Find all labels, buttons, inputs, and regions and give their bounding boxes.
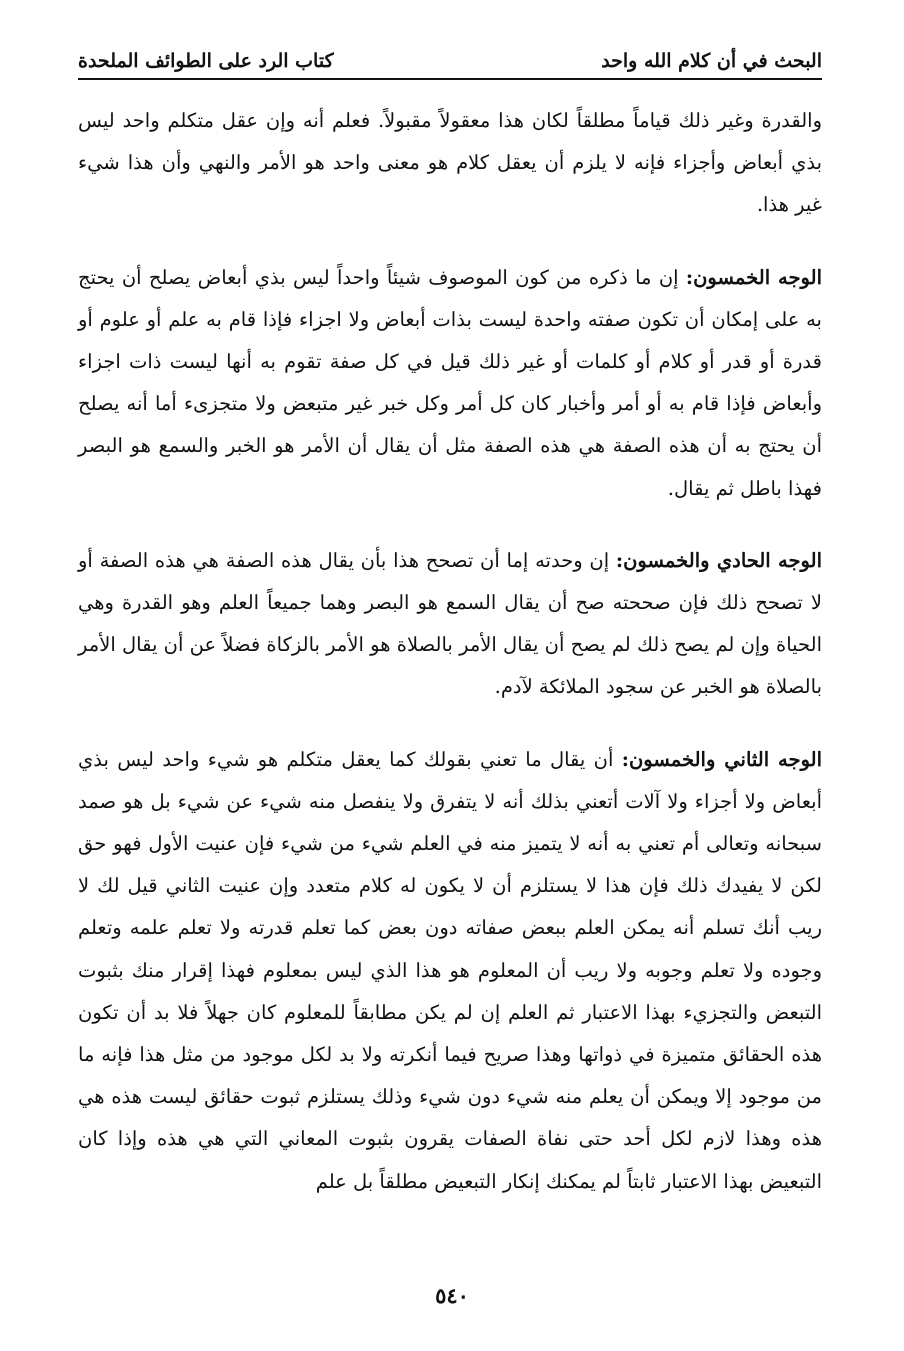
running-header	[78, 38, 822, 72]
paragraph-fifty-first-aspect	[78, 540, 822, 709]
paragraph-heading: الوجه الخمسون:	[685, 265, 822, 289]
paragraph-continuation	[78, 100, 822, 227]
paragraph-heading: الوجه الحادي والخمسون:	[615, 548, 822, 572]
page-body	[78, 100, 822, 1203]
header-chapter-title: البحث في أن كلام الله واحد	[601, 50, 822, 72]
paragraph-fiftieth-aspect	[78, 257, 822, 510]
header-book-title: كتاب الرد على الطوائف الملحدة	[78, 50, 334, 72]
paragraph-text: والقدرة وغير ذلك قياماً مطلقاً لكان هذا معقولاً مقبولاً. فعلم أنه وإن عقل متكلم واحد ليس بذي أبعاض وأجزاء فإنه لا يلزم أن يعقل كلام هو معنى واحد هو الأمر والنهي وأن هذا شيء غير هذا.	[78, 109, 823, 217]
paragraph-text: إن ما ذكره من كون الموصوف شيئاً واحداً ليس بذي أبعاض يصلح أن يحتج به على إمكان أن تكون صفته واحدة ليست بذات أبعاض ولا اجزاء فإذا قام به علم أو علوم أو قدرة أو قدر أو كلام أو كلمات أو غير ذلك قيل في كل صفة تقوم به أنها ليست ذات اجزاء وأبعاض فإذا قام به أو أمر وأخبار كان كل أمر وكل خبر غير متبعض ولا متجزىء أما أنه يصلح أن يحتج به أن هذه الصفة هي هذه الصفة مثل أن يقال أن الأمر هو الخبر والسمع هو البصر فهذا باطل ثم يقال.	[78, 265, 822, 500]
paragraph-text: إن وحدته إما أن تصحح هذا بأن يقال هذه الصفة هي هذه الصفة أو لا تصحح ذلك فإن صححته صح أن يقال السمع هو البصر وهما جميعاً العلم وهو القدرة وهي الحياة وإن لم يصح ذلك لم يصح أن يقال الأمر بالصلاة هو الأمر بالزكاة فضلاً عن أن يقال الأمر بالصلاة هو الخبر عن سجود الملائكة لآدم.	[78, 548, 822, 699]
paragraph-text: أن يقال ما تعني بقولك كما يعقل متكلم هو شيء واحد ليس بذي أبعاض ولا أجزاء ولا آلات أتعني بذلك أنه لا يتفرق ولا ينفصل منه شيء عن شيء بل هو صمد سبحانه وتعالى أم تعني به أنه لا يتميز منه في العلم شيء من شيء فإن عنيت الأول فهو حق لكن لا يفيدك ذلك فإن هذا لا يستلزم أن لا يكون له كلام متعدد وإن عنيت الثاني قيل لك لا ريب أنك تسلم أنه يمكن العلم ببعض صفاته دون بعض كما تعلم قدرته ولا تعلم علمه وتعلم وجوده ولا تعلم وجوبه ولا ريب أن المعلوم هو هذا الذي ليس بمعلوم فهذا إقرار منك بثبوت التبعض والتجزيء بهذا الاعتبار ثم العلم إن لم يكن مطابقاً للمعلوم كان جهلاً فلا بد أن تكون هذه الحقائق متميزة في ذواتها وهذا صريح فيما أنكرته ولا بد لكل موجود من مثل هذا فإنه ما من موجود إلا ويمكن أن يعلم منه شيء دون شيء وذلك يستلزم ثبوت حقائق ليست هذه هي هذه وهذا لازم لكل أحد حتى نفاة الصفات يقرون بثبوت المعاني التي هي هذه وإذا كان التبعيض بهذا الاعتبار ثابتاً لم يمكنك إنكار التبعيض مطلقاً بل علم	[78, 747, 822, 1193]
page-number: ٥٤٠	[435, 1283, 469, 1308]
header-divider	[78, 78, 822, 80]
paragraph-heading: الوجه الثاني والخمسون:	[621, 747, 822, 771]
paragraph-fifty-second-aspect	[78, 739, 822, 1203]
